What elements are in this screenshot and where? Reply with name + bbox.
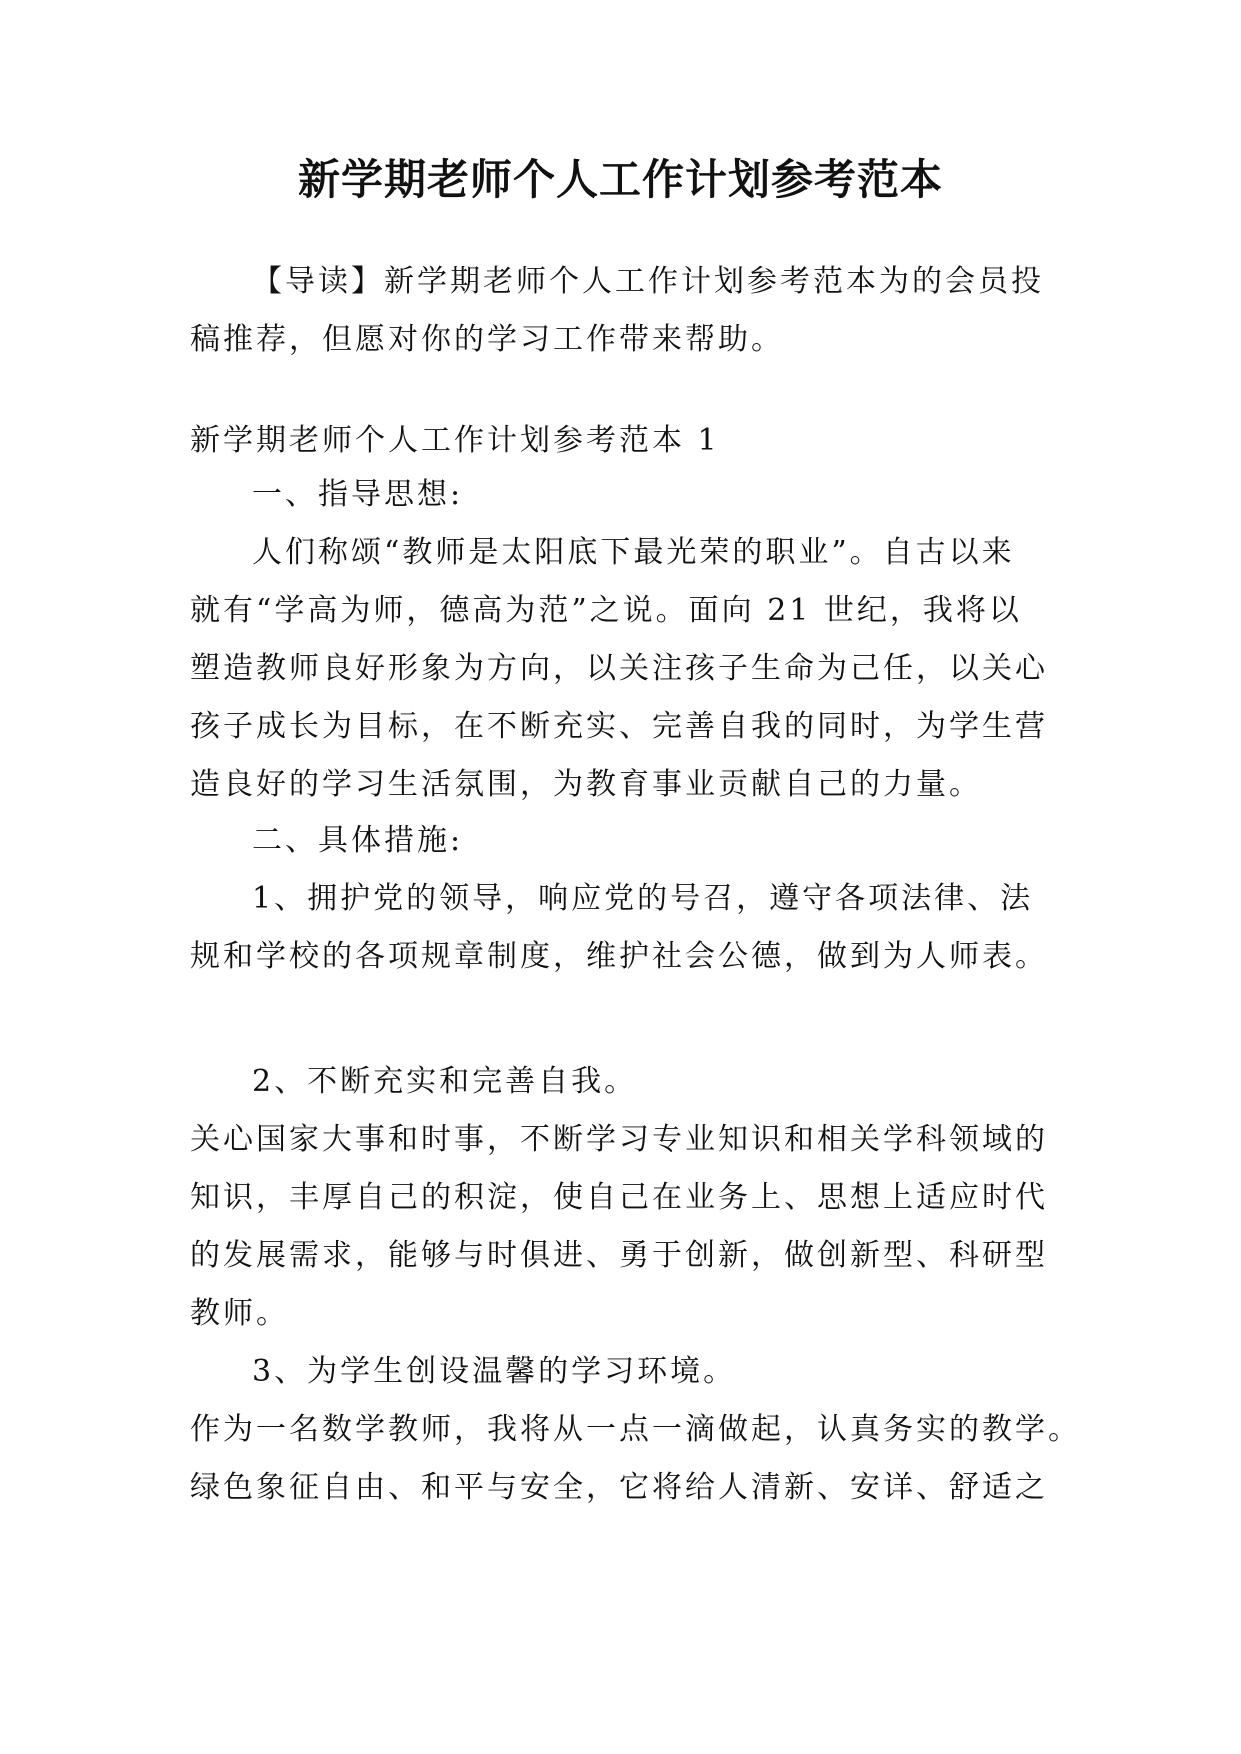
paragraph-line: 孩子成长为目标，在不断充实、完善自我的同时，为学生营 (190, 709, 1048, 744)
paragraph-line: 绿色象征自由、和平与安全，它将给人清新、安详、舒适之 (190, 1470, 1048, 1505)
paragraph-line: 人们称颂“教师是太阳底下最光荣的职业”。自古以来 (252, 535, 1015, 570)
paragraph-line: 作为一名数学教师，我将从一点一滴做起，认真务实的教学。 (190, 1412, 1081, 1447)
subheading-guiding-thought: 一、指导思想: (252, 477, 464, 512)
paragraph-line: 塑造教师良好形象为方向，以关注孩子生命为己任，以关心 (190, 651, 1048, 686)
subheading-measures: 二、具体措施: (252, 823, 464, 858)
paragraph-line: 知识，丰厚自己的积淀，使自己在业务上、思想上适应时代 (190, 1180, 1048, 1215)
section-heading: 新学期老师个人工作计划参考范本 1 (190, 423, 720, 458)
intro-line-1: 【导读】新学期老师个人工作计划参考范本为的会员投 (252, 264, 1044, 299)
paragraph-line: 规和学校的各项规章制度，维护社会公德，做到为人师表。 (190, 939, 1048, 974)
intro-line-2: 稿推荐，但愿对你的学习工作带来帮助。 (190, 322, 784, 357)
document-title: 新学期老师个人工作计划参考范本 (297, 155, 943, 204)
list-item-heading: 3、为学生创设温馨的学习环境。 (252, 1354, 737, 1389)
paragraph-line: 就有“学高为师，德高为范”之说。面向 21 世纪，我将以 (190, 593, 1022, 628)
paragraph-line: 1、拥护党的领导，响应党的号召，遵守各项法律、法 (252, 881, 1034, 916)
list-item-heading: 2、不断充实和完善自我。 (252, 1064, 638, 1099)
paragraph-line: 教师。 (190, 1296, 289, 1331)
paragraph-line: 关心国家大事和时事，不断学习专业知识和相关学科领域的 (190, 1122, 1048, 1157)
paragraph-line: 的发展需求，能够与时俱进、勇于创新，做创新型、科研型 (190, 1238, 1048, 1273)
paragraph-line: 造良好的学习生活氛围，为教育事业贡献自己的力量。 (190, 767, 982, 802)
